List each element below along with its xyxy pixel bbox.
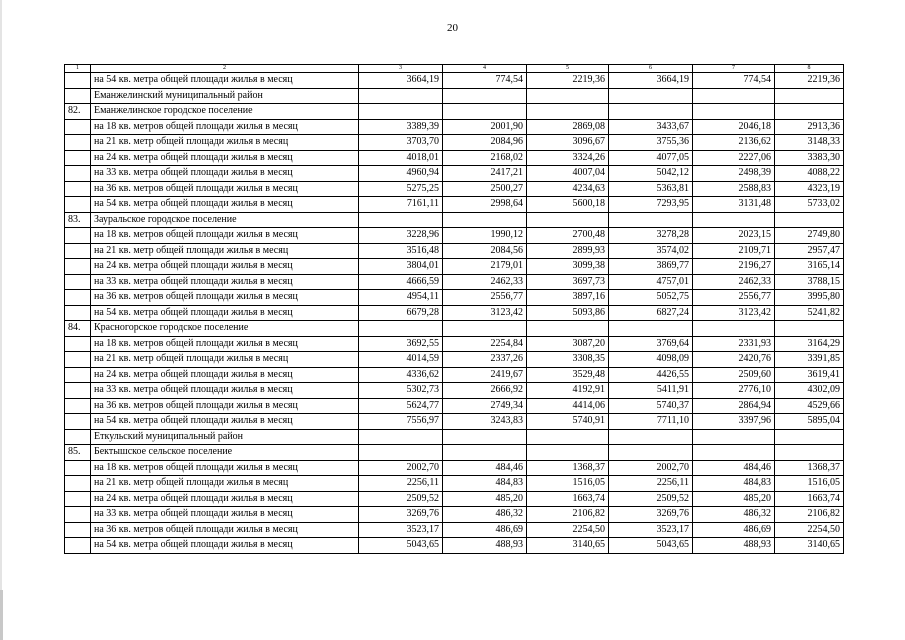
value-cell: 4088,22	[775, 166, 844, 182]
table-row	[65, 507, 844, 523]
row-index	[65, 491, 91, 507]
value-cell: 5624,77	[359, 398, 443, 414]
value-cell: 2556,77	[443, 290, 527, 306]
empty-cell	[359, 212, 443, 228]
empty-cell	[443, 429, 527, 445]
value-cell: 3897,16	[527, 290, 609, 306]
row-label: на 24 кв. метра общей площади жилья в месяц	[91, 150, 359, 166]
table-row	[65, 150, 844, 166]
empty-cell	[609, 88, 693, 104]
empty-cell	[609, 212, 693, 228]
value-cell: 2509,52	[609, 491, 693, 507]
value-cell: 1663,74	[775, 491, 844, 507]
empty-cell	[359, 88, 443, 104]
value-cell: 3869,77	[609, 259, 693, 275]
value-cell: 2749,34	[443, 398, 527, 414]
section-row	[65, 429, 844, 445]
value-cell: 1990,12	[443, 228, 527, 244]
value-cell: 2420,76	[693, 352, 775, 368]
value-cell: 3788,15	[775, 274, 844, 290]
value-cell: 2913,36	[775, 119, 844, 135]
value-cell: 2254,50	[775, 522, 844, 538]
value-cell: 5241,82	[775, 305, 844, 321]
row-label: на 54 кв. метра общей площади жилья в месяц	[91, 414, 359, 430]
column-number: 7	[693, 65, 775, 73]
value-cell: 3697,73	[527, 274, 609, 290]
value-cell: 4234,63	[527, 181, 609, 197]
column-number: 5	[527, 65, 609, 73]
value-cell: 2001,90	[443, 119, 527, 135]
value-cell: 3523,17	[359, 522, 443, 538]
row-label: на 36 кв. метров общей площади жилья в месяц	[91, 181, 359, 197]
value-cell: 3324,26	[527, 150, 609, 166]
value-cell: 5363,81	[609, 181, 693, 197]
table-row	[65, 414, 844, 430]
value-cell: 3140,65	[775, 538, 844, 554]
empty-cell	[527, 429, 609, 445]
row-label: на 24 кв. метра общей площади жилья в месяц	[91, 259, 359, 275]
value-cell: 3433,67	[609, 119, 693, 135]
row-label: на 18 кв. метров общей площади жилья в месяц	[91, 228, 359, 244]
empty-cell	[693, 104, 775, 120]
value-cell: 5042,12	[609, 166, 693, 182]
value-cell: 486,32	[693, 507, 775, 523]
value-cell: 488,93	[693, 538, 775, 554]
value-cell: 3228,96	[359, 228, 443, 244]
scan-mark	[0, 590, 3, 640]
section-title: Еманжелинский муниципальный район	[91, 88, 359, 104]
column-number: 1	[65, 65, 91, 73]
value-cell: 2500,27	[443, 181, 527, 197]
empty-cell	[775, 445, 844, 461]
value-cell: 486,32	[443, 507, 527, 523]
row-index	[65, 197, 91, 213]
value-cell: 3529,48	[527, 367, 609, 383]
value-cell: 4014,59	[359, 352, 443, 368]
value-cell: 4954,11	[359, 290, 443, 306]
row-index	[65, 429, 91, 445]
row-index: 83.	[65, 212, 91, 228]
empty-cell	[443, 104, 527, 120]
empty-cell	[527, 104, 609, 120]
row-label: на 54 кв. метра общей площади жилья в месяц	[91, 538, 359, 554]
value-cell: 4192,91	[527, 383, 609, 399]
value-cell: 7556,97	[359, 414, 443, 430]
value-cell: 3308,35	[527, 352, 609, 368]
value-cell: 2084,96	[443, 135, 527, 151]
empty-cell	[527, 445, 609, 461]
row-label: на 21 кв. метр общей площади жилья в месяц	[91, 135, 359, 151]
value-cell: 1663,74	[527, 491, 609, 507]
value-cell: 5043,65	[609, 538, 693, 554]
section-title: Зауральское городское поселение	[91, 212, 359, 228]
value-cell: 3769,64	[609, 336, 693, 352]
table-row	[65, 476, 844, 492]
value-cell: 3523,17	[609, 522, 693, 538]
value-cell: 5733,02	[775, 197, 844, 213]
value-cell: 2023,15	[693, 228, 775, 244]
column-number: 3	[359, 65, 443, 73]
value-cell: 2417,21	[443, 166, 527, 182]
row-index	[65, 88, 91, 104]
table-row	[65, 73, 844, 89]
value-cell: 2219,36	[775, 73, 844, 89]
value-cell: 2219,36	[527, 73, 609, 89]
value-cell: 5052,75	[609, 290, 693, 306]
value-cell: 485,20	[443, 491, 527, 507]
value-cell: 4757,01	[609, 274, 693, 290]
row-index	[65, 522, 91, 538]
row-label: на 36 кв. метров общей площади жилья в месяц	[91, 522, 359, 538]
row-label: на 18 кв. метров общей площади жилья в месяц	[91, 336, 359, 352]
value-cell: 4098,09	[609, 352, 693, 368]
column-number: 6	[609, 65, 693, 73]
empty-cell	[359, 429, 443, 445]
value-cell: 3664,19	[609, 73, 693, 89]
empty-cell	[693, 321, 775, 337]
value-cell: 5740,91	[527, 414, 609, 430]
value-cell: 3269,76	[609, 507, 693, 523]
value-cell: 2509,52	[359, 491, 443, 507]
table-row	[65, 491, 844, 507]
value-cell: 2957,47	[775, 243, 844, 259]
table-row	[65, 290, 844, 306]
value-cell: 3099,38	[527, 259, 609, 275]
value-cell: 3087,20	[527, 336, 609, 352]
value-cell: 2168,02	[443, 150, 527, 166]
value-cell: 2998,64	[443, 197, 527, 213]
empty-cell	[359, 321, 443, 337]
value-cell: 3397,96	[693, 414, 775, 430]
value-cell: 2666,92	[443, 383, 527, 399]
value-cell: 774,54	[693, 73, 775, 89]
table-row	[65, 367, 844, 383]
value-cell: 5740,37	[609, 398, 693, 414]
value-cell: 3123,42	[443, 305, 527, 321]
value-cell: 2254,50	[527, 522, 609, 538]
section-row	[65, 445, 844, 461]
value-cell: 3619,41	[775, 367, 844, 383]
section-row	[65, 321, 844, 337]
value-cell: 486,69	[443, 522, 527, 538]
value-cell: 484,83	[443, 476, 527, 492]
value-cell: 3164,29	[775, 336, 844, 352]
value-cell: 3995,80	[775, 290, 844, 306]
value-cell: 2498,39	[693, 166, 775, 182]
value-cell: 2256,11	[609, 476, 693, 492]
value-cell: 2002,70	[609, 460, 693, 476]
value-cell: 2700,48	[527, 228, 609, 244]
row-index	[65, 367, 91, 383]
value-cell: 4336,62	[359, 367, 443, 383]
row-index	[65, 507, 91, 523]
row-index	[65, 460, 91, 476]
value-cell: 2109,71	[693, 243, 775, 259]
value-cell: 3278,28	[609, 228, 693, 244]
value-cell: 6827,24	[609, 305, 693, 321]
value-cell: 5275,25	[359, 181, 443, 197]
column-number-row	[65, 65, 844, 73]
row-label: на 54 кв. метра общей площади жилья в месяц	[91, 197, 359, 213]
value-cell: 2864,94	[693, 398, 775, 414]
value-cell: 488,93	[443, 538, 527, 554]
row-index	[65, 228, 91, 244]
value-cell: 6679,28	[359, 305, 443, 321]
value-cell: 4529,66	[775, 398, 844, 414]
section-row	[65, 212, 844, 228]
row-index	[65, 135, 91, 151]
value-cell: 485,20	[693, 491, 775, 507]
value-cell: 2509,60	[693, 367, 775, 383]
table-row	[65, 336, 844, 352]
value-cell: 2869,08	[527, 119, 609, 135]
value-cell: 5600,18	[527, 197, 609, 213]
row-index	[65, 150, 91, 166]
value-cell: 3516,48	[359, 243, 443, 259]
page-number: 20	[447, 22, 458, 34]
table-row	[65, 197, 844, 213]
row-index	[65, 243, 91, 259]
value-cell: 3804,01	[359, 259, 443, 275]
value-cell: 3140,65	[527, 538, 609, 554]
row-index	[65, 383, 91, 399]
row-index	[65, 290, 91, 306]
value-cell: 1368,37	[775, 460, 844, 476]
table-row	[65, 119, 844, 135]
value-cell: 1516,05	[775, 476, 844, 492]
row-label: на 24 кв. метра общей площади жилья в месяц	[91, 491, 359, 507]
row-label: на 21 кв. метр общей площади жилья в месяц	[91, 352, 359, 368]
table-row	[65, 522, 844, 538]
value-cell: 7161,11	[359, 197, 443, 213]
empty-cell	[609, 321, 693, 337]
value-cell: 7293,95	[609, 197, 693, 213]
value-cell: 2337,26	[443, 352, 527, 368]
table-row	[65, 228, 844, 244]
value-cell: 2899,93	[527, 243, 609, 259]
section-title: Бектышское сельское поселение	[91, 445, 359, 461]
row-label: на 21 кв. метр общей площади жилья в месяц	[91, 243, 359, 259]
row-index	[65, 336, 91, 352]
value-cell: 5895,04	[775, 414, 844, 430]
value-cell: 4960,94	[359, 166, 443, 182]
value-cell: 2046,18	[693, 119, 775, 135]
empty-cell	[359, 445, 443, 461]
value-cell: 3148,33	[775, 135, 844, 151]
row-label: на 18 кв. метров общей площади жилья в месяц	[91, 460, 359, 476]
row-label: на 54 кв. метра общей площади жилья в месяц	[91, 73, 359, 89]
value-cell: 1516,05	[527, 476, 609, 492]
value-cell: 3096,67	[527, 135, 609, 151]
value-cell: 2749,80	[775, 228, 844, 244]
empty-cell	[775, 321, 844, 337]
value-cell: 486,69	[693, 522, 775, 538]
row-index	[65, 166, 91, 182]
row-index	[65, 305, 91, 321]
table-row	[65, 305, 844, 321]
row-index	[65, 352, 91, 368]
value-cell: 2556,77	[693, 290, 775, 306]
value-cell: 2462,33	[693, 274, 775, 290]
table-row	[65, 274, 844, 290]
empty-cell	[775, 212, 844, 228]
value-cell: 4007,04	[527, 166, 609, 182]
value-cell: 2462,33	[443, 274, 527, 290]
row-index	[65, 259, 91, 275]
value-cell: 3703,70	[359, 135, 443, 151]
table-row	[65, 383, 844, 399]
row-label: на 33 кв. метра общей площади жилья в месяц	[91, 166, 359, 182]
value-cell: 3692,55	[359, 336, 443, 352]
table-row	[65, 259, 844, 275]
table-row	[65, 398, 844, 414]
empty-cell	[775, 88, 844, 104]
section-row	[65, 88, 844, 104]
empty-cell	[443, 88, 527, 104]
value-cell: 3574,02	[609, 243, 693, 259]
empty-cell	[527, 88, 609, 104]
row-label: на 36 кв. метров общей площади жилья в месяц	[91, 398, 359, 414]
row-label: на 54 кв. метра общей площади жилья в месяц	[91, 305, 359, 321]
row-index	[65, 73, 91, 89]
row-label: на 33 кв. метра общей площади жилья в месяц	[91, 383, 359, 399]
table-row	[65, 181, 844, 197]
row-index: 85.	[65, 445, 91, 461]
scan-edge	[0, 0, 2, 640]
value-cell: 2331,93	[693, 336, 775, 352]
value-cell: 484,83	[693, 476, 775, 492]
value-cell: 2227,06	[693, 150, 775, 166]
value-cell: 2419,67	[443, 367, 527, 383]
column-number: 8	[775, 65, 844, 73]
empty-cell	[443, 445, 527, 461]
empty-cell	[693, 212, 775, 228]
value-cell: 4302,09	[775, 383, 844, 399]
value-cell: 5043,65	[359, 538, 443, 554]
row-label: на 24 кв. метра общей площади жилья в месяц	[91, 367, 359, 383]
row-label: на 36 кв. метров общей площади жилья в месяц	[91, 290, 359, 306]
value-cell: 2136,62	[693, 135, 775, 151]
row-index	[65, 538, 91, 554]
value-cell: 1368,37	[527, 460, 609, 476]
section-title: Еманжелинское городское поселение	[91, 104, 359, 120]
row-index: 82.	[65, 104, 91, 120]
section-row	[65, 104, 844, 120]
empty-cell	[609, 429, 693, 445]
value-cell: 5302,73	[359, 383, 443, 399]
table-row	[65, 352, 844, 368]
value-cell: 774,54	[443, 73, 527, 89]
table-row	[65, 135, 844, 151]
empty-cell	[609, 445, 693, 461]
empty-cell	[693, 88, 775, 104]
row-index	[65, 398, 91, 414]
empty-cell	[609, 104, 693, 120]
section-title: Красногорское городское поселение	[91, 321, 359, 337]
value-cell: 2776,10	[693, 383, 775, 399]
value-cell: 3664,19	[359, 73, 443, 89]
value-cell: 2588,83	[693, 181, 775, 197]
value-cell: 2002,70	[359, 460, 443, 476]
value-cell: 484,46	[693, 460, 775, 476]
value-cell: 3131,48	[693, 197, 775, 213]
value-cell: 4414,06	[527, 398, 609, 414]
table-row	[65, 460, 844, 476]
value-cell: 3165,14	[775, 259, 844, 275]
row-index	[65, 274, 91, 290]
value-cell: 4018,01	[359, 150, 443, 166]
tariff-table	[64, 64, 844, 554]
value-cell: 3243,83	[443, 414, 527, 430]
table-row	[65, 243, 844, 259]
value-cell: 7711,10	[609, 414, 693, 430]
value-cell: 4323,19	[775, 181, 844, 197]
value-cell: 2179,01	[443, 259, 527, 275]
column-number: 4	[443, 65, 527, 73]
value-cell: 4426,55	[609, 367, 693, 383]
table-body	[65, 65, 844, 554]
row-index	[65, 119, 91, 135]
table-row	[65, 166, 844, 182]
column-number: 2	[91, 65, 359, 73]
row-index	[65, 476, 91, 492]
value-cell: 3389,39	[359, 119, 443, 135]
table-row	[65, 538, 844, 554]
empty-cell	[775, 429, 844, 445]
row-index	[65, 414, 91, 430]
value-cell: 2106,82	[527, 507, 609, 523]
empty-cell	[443, 321, 527, 337]
row-index	[65, 181, 91, 197]
row-label: на 33 кв. метра общей площади жилья в месяц	[91, 274, 359, 290]
empty-cell	[443, 212, 527, 228]
empty-cell	[775, 104, 844, 120]
value-cell: 3123,42	[693, 305, 775, 321]
row-label: на 33 кв. метра общей площади жилья в месяц	[91, 507, 359, 523]
value-cell: 3269,76	[359, 507, 443, 523]
empty-cell	[693, 429, 775, 445]
empty-cell	[693, 445, 775, 461]
value-cell: 5093,86	[527, 305, 609, 321]
row-label: на 18 кв. метров общей площади жилья в месяц	[91, 119, 359, 135]
empty-cell	[527, 321, 609, 337]
value-cell: 4077,05	[609, 150, 693, 166]
value-cell: 2256,11	[359, 476, 443, 492]
row-label: на 21 кв. метр общей площади жилья в месяц	[91, 476, 359, 492]
value-cell: 2084,56	[443, 243, 527, 259]
value-cell: 4666,59	[359, 274, 443, 290]
row-index: 84.	[65, 321, 91, 337]
value-cell: 2254,84	[443, 336, 527, 352]
section-title: Еткульский муниципальный район	[91, 429, 359, 445]
value-cell: 3391,85	[775, 352, 844, 368]
empty-cell	[527, 212, 609, 228]
value-cell: 2106,82	[775, 507, 844, 523]
value-cell: 2196,27	[693, 259, 775, 275]
value-cell: 3755,36	[609, 135, 693, 151]
value-cell: 5411,91	[609, 383, 693, 399]
value-cell: 3383,30	[775, 150, 844, 166]
empty-cell	[359, 104, 443, 120]
value-cell: 484,46	[443, 460, 527, 476]
